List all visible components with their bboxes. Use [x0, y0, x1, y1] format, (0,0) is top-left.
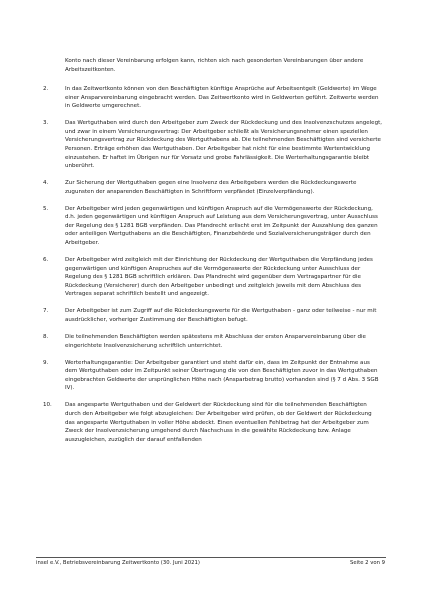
- item-number: 4.: [43, 180, 49, 187]
- item-number: 6.: [43, 257, 49, 264]
- intro-paragraph: Konto nach dieser Vereinbarung erfolgen kann, richten sich nach gesonderten Vereinbarungen über andere Arbeitszeitkonten.: [65, 58, 364, 73]
- item-text: Werterhaltungsgarantie: Der Arbeitgeber garantiert und steht dafür ein, dass im Zeitpunkt der Entnahme aus dem Wertguthaben oder im Zeitpunkt seiner Übertragung die von den Beschäftigten zuvor in das Wertguthaben eingebrachten Geldwerte der ursprünglichen Höhe nach (Ansparbetrag brutto) vorhanden sind (§ 7 d Abs. 3 SGB IV).: [65, 359, 379, 392]
- item-text: Der Arbeitgeber wird jeden gegenwärtigen und künftigen Anspruch auf die Vermögenswerte der Rückdeckung, d.h. jeden gegenwärtigen und künftigen Anspruch auf Leistung aus dem Versicherungsvertrag, unter Ausschluss der Regelung des § 1281 BGB verpfänden. Das Pfandrecht erlischt erst im Zeitpunkt der Auszahlung des ganzen oder anteiligen Wertguthabens an die Beschäftigten, Finanzbehörde und Sozialversicherungsträger durch den Arbeitgeber.: [65, 205, 378, 247]
- item-text: Zur Sicherung der Wertguthaben gegen eine Insolvenz des Arbeitgebers werden die Rückdeckungswerte zugunsten der ansparenden Beschäftigten in Schriftform verpfändet (Einzelverpfändung).: [65, 180, 357, 195]
- list-item: [0, 307, 423, 324]
- item-number: 3.: [43, 120, 49, 127]
- item-number: 7.: [43, 308, 49, 315]
- item-text: Der Arbeitgeber ist zum Zugriff auf die Rückdeckungswerte für die Wertguthaben - ganz oder teilweise - nur mit ausdrücklicher, vorheriger Zustimmung der Beschäftigten befugt.: [65, 308, 377, 324]
- footer-page-number: Seite 2 von 9: [350, 560, 385, 566]
- item-text: Die teilnehmenden Beschäftigten werden spätestens mit Abschluss der ersten Ansparvereinbarung über die eingerichtete Insolvenzsicherung schriftlich unterrichtet.: [65, 334, 366, 349]
- list-item: [0, 179, 423, 196]
- item-number: 10.: [43, 402, 52, 409]
- item-text: In das Zeitwertkonto können von den Beschäftigten künftige Ansprüche auf Arbeitsentgelt (Geldwerte) im Wege einer Ansparvereinbarung eingebracht werden. Das Zeitwertkonto wird in Geldwerten geführt. Zeitwerte werden in Geldwerte umgerechnet.: [65, 86, 379, 110]
- list-item: [0, 256, 423, 299]
- item-text: Das Wertguthaben wird durch den Arbeitgeber zum Zweck der Rückdeckung und des Insolvenzschutzes angelegt, und zwar in einem Versicherungsvertrag: Der Arbeitgeber schließt als Versicherungsnehmer einen speziellen Versicherungsvertrag zur Rückdeckung des Wertguthabens ab. Die teilnehmenden Beschäftigten sind versicherte Personen. Erträge erhöhen das Wertguthaben. Der Arbeitgeber hat nicht für eine bestimmte Wertentwicklung einzustehen. Er haftet im Übrigen nur für Vorsatz und grobe Fahrlässigkeit. Die Werterhaltungsgarantie bleibt unberührt.: [65, 120, 383, 170]
- item-number: 8.: [43, 334, 49, 340]
- list-item: [0, 333, 423, 350]
- item-number: 9.: [43, 359, 49, 366]
- list-item: [0, 401, 423, 444]
- item-text: Der Arbeitgeber wird zeitgleich mit der Einrichtung der Rückdeckung der Wertguthaben die Verpfändung jedes gegenwärtigen und künftigen Anspruches auf die Vermögenswerte der Rückdeckung unter Ausschluss der Regelung des § 1281 BGB schriftlich erklären. Das Pfandrecht wird gegenüber dem Vertragspartner für die Rückdeckung (Versicherer) durch den Arbeitgeber unbedingt und zeitgleich jeweils mit dem Abschluss des Vertrages separat schriftlich bestellt und angezeigt.: [65, 257, 373, 298]
- list-item: [0, 119, 423, 171]
- item-number: 2.: [43, 86, 49, 92]
- footer-document-title: insel e.V., Betriebsvereinbarung Zeitwertkonto (30. Juni 2021): [36, 560, 200, 566]
- item-text: Das angesparte Wertguthaben und der Geldwert der Rückdeckung sind für die teilnehmenden Beschäftigten durch den Arbeitgeber wie folgt abzugleichen: Der Arbeitgeber wird prüfen, ob der Geldwert der Rückdeckung das angesparte Wertguthaben in voller Höhe abdeckt. Einen eventuellen Fehlbetrag hat der Arbeitgeber zum Zweck der Insolvenzsicherung umgehend durch Nachschuss in die gewählte Rückdeckung bzw. Anlage auszugleichen, zuzüglich der darauf entfallenden: [65, 402, 372, 443]
- numbered-list: [0, 85, 423, 453]
- list-item: [0, 85, 423, 111]
- footer-divider: [36, 557, 386, 558]
- item-number: 5.: [43, 205, 49, 212]
- list-item: [0, 359, 423, 393]
- list-item: [0, 205, 423, 248]
